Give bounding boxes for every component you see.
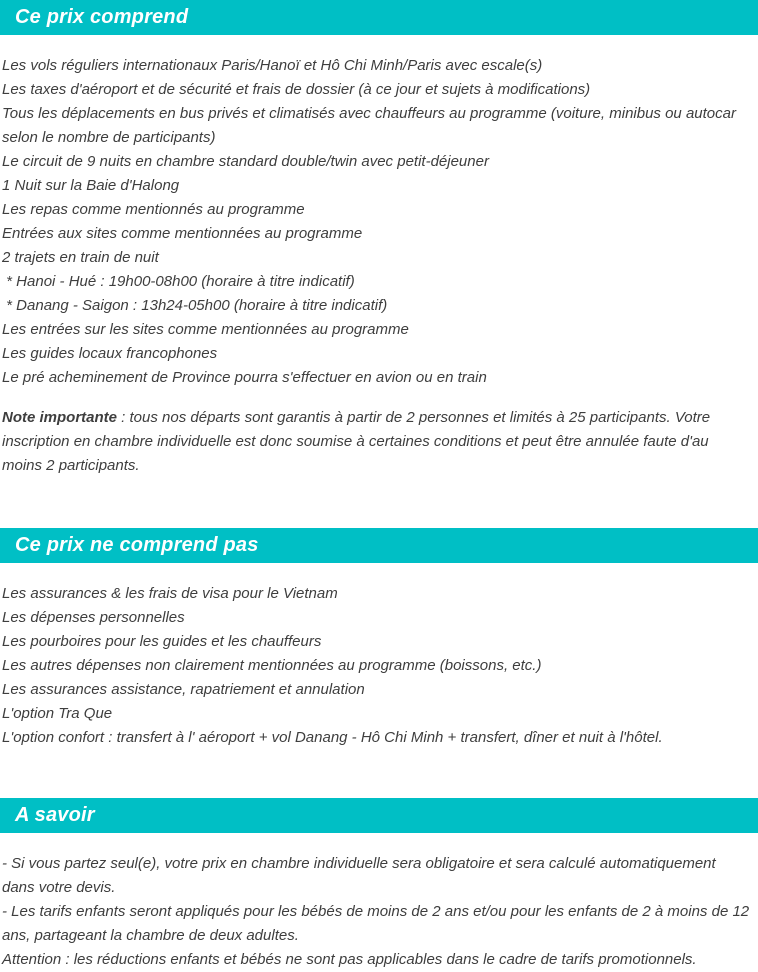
section-content-included: [0, 35, 758, 480]
not-included-line: Les assurances & les frais de visa pour le Vietnam: [2, 585, 338, 602]
section-header-not-included: [0, 528, 758, 563]
included-line: Tous les déplacements en bus privés et climatisés avec chauffeurs au programme (voiture, minibus ou autocar selon le nombre de participants): [2, 105, 741, 146]
to-know-paragraph-single-room: - Si vous partez seul(e), votre prix en chambre individuelle sera obligatoire et sera calculé automatiquement dans votre devis.: [2, 855, 720, 896]
section-price-included: [0, 0, 758, 480]
included-line: Les vols réguliers internationaux Paris/Hanoï et Hô Chi Minh/Paris avec escale(s): [2, 57, 543, 74]
not-included-line: L'option Tra Que: [2, 705, 113, 722]
section-header-to-know: [0, 798, 758, 833]
important-note: [2, 406, 752, 478]
included-line: Les repas comme mentionnés au programme: [2, 201, 305, 218]
not-included-line: Les autres dépenses non clairement mentionnées au programme (boissons, etc.): [2, 657, 542, 674]
included-line: Le circuit de 9 nuits en chambre standard double/twin avec petit-déjeuner: [2, 153, 489, 170]
section-title-to-know: A savoir: [15, 804, 95, 826]
included-line: Le pré acheminement de Province pourra s'effectuer en avion ou en train: [2, 369, 487, 386]
section-price-not-included: [0, 528, 758, 750]
important-note-text: : tous nos départs sont garantis à partir de 2 personnes et limités à 25 participants. Votre inscription en chambre individuelle est donc soumise à certaines conditions et peut être annulée faute d'au moins 2 participants.: [2, 409, 711, 474]
section-title-not-included: Ce prix ne comprend pas: [15, 534, 259, 556]
included-line-train-2: * Danang - Saigon : 13h24-05h00 (horaire à titre indicatif): [2, 297, 388, 314]
section-header-included: [0, 0, 758, 35]
not-included-line: Les pourboires pour les guides et les chauffeurs: [2, 633, 322, 650]
section-content-to-know: [0, 833, 758, 972]
not-included-line: Les assurances assistance, rapatriement et annulation: [2, 681, 365, 698]
included-line: Les entrées sur les sites comme mentionnées au programme: [2, 321, 409, 338]
important-note-label: Note importante: [2, 409, 118, 426]
section-title-included: Ce prix comprend: [15, 6, 189, 28]
included-line: 2 trajets en train de nuit: [2, 249, 159, 266]
not-included-line: L'option confort : transfert à l' aéroport + vol Danang - Hô Chi Minh + transfert, dîner et nuit à l'hôtel.: [2, 729, 663, 746]
included-line: Les taxes d'aéroport et de sécurité et frais de dossier (à ce jour et sujets à modifications): [2, 81, 591, 98]
not-included-line: Les dépenses personnelles: [2, 609, 185, 626]
included-line: Entrées aux sites comme mentionnées au programme: [2, 225, 363, 242]
to-know-paragraph-attention: Attention : les réductions enfants et bébés ne sont pas applicables dans le cadre de tarifs promotionnels.: [2, 951, 697, 968]
included-line: 1 Nuit sur la Baie d'Halong: [2, 177, 180, 194]
section-content-not-included: [0, 563, 758, 750]
included-line-train-1: * Hanoi - Hué : 19h00-08h00 (horaire à titre indicatif): [2, 273, 355, 290]
section-to-know: [0, 798, 758, 972]
included-line: Les guides locaux francophones: [2, 345, 218, 362]
to-know-paragraph-child-rates: - Les tarifs enfants seront appliqués pour les bébés de moins de 2 ans et/ou pour les enfants de 2 à moins de 12 ans, partageant la chambre de deux adultes.: [2, 903, 754, 944]
